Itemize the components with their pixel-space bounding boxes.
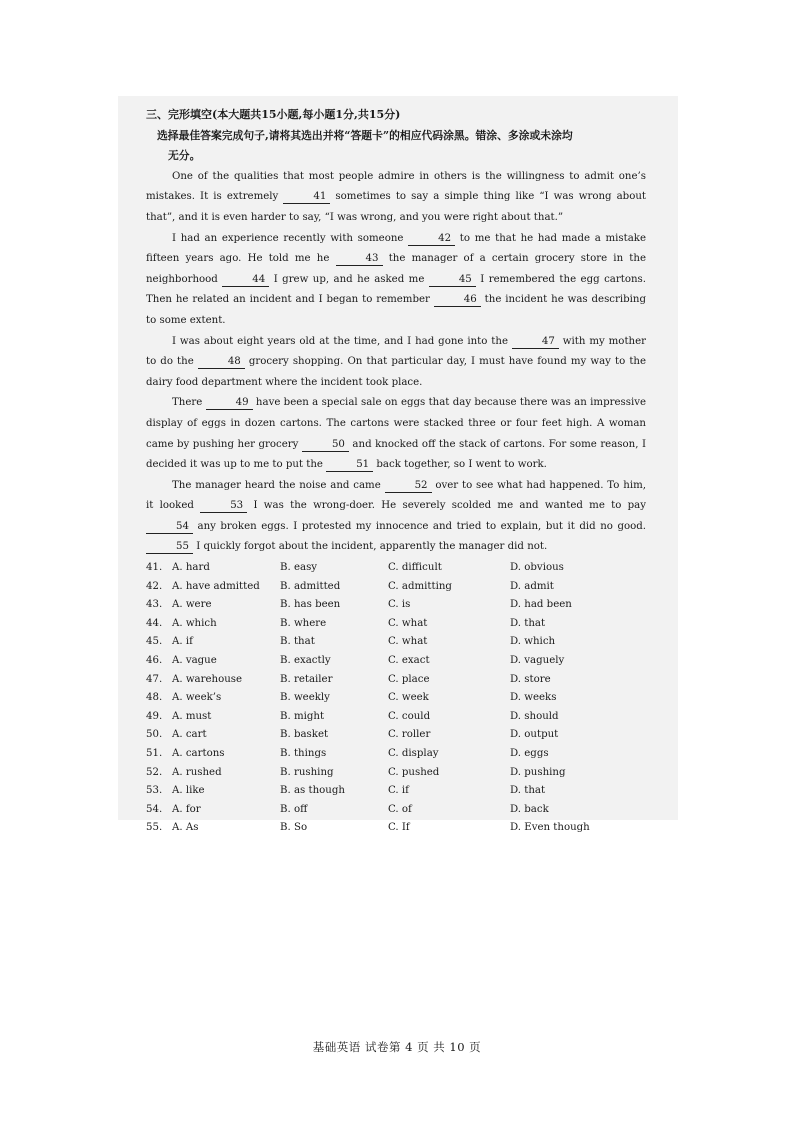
section-instruction-cont: 无分。 (168, 149, 201, 163)
option-b: B. retailer (280, 673, 333, 685)
section-heading: 三、完形填空(本大题共15小题,每小题1分,共15分) (146, 108, 401, 121)
option-a: A. As (172, 822, 199, 834)
question-number: 42. (146, 580, 163, 592)
page-footer: 基础英语 试卷第 4 页 共 10 页 (312, 1040, 482, 1054)
option-d: D. store (510, 673, 551, 685)
question-number: 52. (146, 766, 163, 778)
option-b: B. exactly (280, 655, 331, 667)
option-c: C. if (388, 785, 409, 797)
option-d: D. output (510, 729, 559, 741)
passage-text: the incident he was describing to some extent. (146, 294, 647, 326)
option-a: A. have admitted (172, 580, 260, 592)
option-row (146, 578, 646, 597)
option-row (146, 596, 646, 615)
option-b: B. basket (280, 729, 329, 741)
option-a: A. which (172, 617, 217, 629)
option-row (146, 801, 646, 820)
option-c: C. display (388, 748, 439, 759)
option-b: B. that (280, 636, 315, 648)
passage-text: any broken eggs. I protested my innocence and tried to explain, but it did no good. (192, 520, 646, 532)
option-row (146, 652, 646, 671)
option-a: A. if (172, 636, 193, 648)
question-number: 43. (146, 599, 163, 611)
option-a: A. rushed (172, 766, 222, 778)
cloze-section (146, 105, 646, 838)
option-d: D. that (510, 785, 546, 797)
option-c: C. exact (388, 655, 430, 667)
option-row (146, 615, 646, 634)
option-a: A. vague (172, 655, 217, 667)
question-number: 44. (146, 617, 163, 629)
question-number: 47. (146, 673, 163, 685)
option-a: A. cartons (172, 748, 225, 759)
blank-55: 55 (146, 540, 193, 554)
option-row (146, 745, 646, 764)
blank-52: 52 (385, 479, 432, 493)
option-c: C. difficult (388, 562, 442, 574)
option-c: C. could (388, 710, 431, 722)
option-b: B. off (280, 803, 308, 815)
option-row (146, 633, 646, 652)
passage-text: The manager heard the noise and came (172, 479, 385, 491)
blank-44: 44 (222, 273, 269, 287)
option-c: C. week (388, 692, 429, 704)
option-row (146, 782, 646, 801)
passage-text: There (172, 397, 206, 409)
option-b: B. weekly (280, 692, 330, 704)
blank-53: 53 (200, 499, 247, 513)
passage-text: I quickly forgot about the incident, apparently the manager did not. (192, 541, 548, 553)
blank-51: 51 (326, 458, 373, 472)
passage-text: One of the qualities that most people admire in others is the willingness to admit one’s mistakes. It is extremely (146, 170, 646, 203)
option-d: D. should (510, 710, 559, 722)
option-d: D. Even though (510, 822, 590, 834)
question-number: 50. (146, 729, 163, 741)
option-row (146, 819, 646, 838)
option-d: D. pushing (510, 766, 566, 778)
passage-text: I grew up, and he asked me (269, 273, 429, 285)
question-number: 49. (146, 710, 163, 722)
question-number: 48. (146, 692, 163, 704)
option-a: A. like (172, 785, 205, 797)
option-d: D. back (510, 803, 549, 815)
option-c: C. is (388, 599, 411, 611)
blank-49: 49 (206, 396, 253, 410)
blank-48: 48 (198, 355, 245, 369)
blank-45: 45 (429, 273, 476, 287)
blank-54: 54 (146, 520, 193, 534)
option-c: C. admitting (388, 580, 452, 592)
blank-41: 41 (283, 190, 330, 204)
option-row (146, 708, 646, 727)
blank-50: 50 (302, 438, 349, 452)
question-number: 51. (146, 748, 163, 759)
option-d: D. weeks (510, 692, 557, 704)
option-a: A. cart (172, 729, 207, 741)
option-b: B. rushing (280, 766, 334, 778)
option-b: B. where (280, 617, 327, 629)
option-d: D. had been (510, 599, 572, 611)
option-row (146, 764, 646, 783)
passage-text: the manager of a certain grocery store in the neighborhood (146, 253, 646, 285)
question-number: 46. (146, 655, 163, 667)
option-c: C. If (388, 822, 410, 834)
passage-text: I was about eight years old at the time, and I had gone into the (172, 335, 512, 347)
passage-text: I was the wrong-doer. He severely scolded me and wanted me to pay (247, 500, 647, 512)
passage-text: sometimes to say a simple thing like “I was wrong about that”, and it is even harder to say, “I was wrong, and you were right about that.” (146, 191, 646, 223)
option-d: D. eggs (510, 748, 549, 759)
option-c: C. what (388, 636, 428, 648)
option-d: D. that (510, 617, 546, 629)
passage-text: I remembered the egg cartons. Then he related an incident and I began to remember (146, 273, 646, 306)
option-b: B. So (280, 822, 308, 834)
option-a: A. for (172, 803, 201, 815)
passage-text: back together, so I went to work. (373, 459, 547, 471)
paragraph-1 (146, 167, 646, 229)
option-row (146, 689, 646, 708)
option-c: C. what (388, 617, 428, 629)
option-d: D. which (510, 636, 556, 648)
question-number: 55. (146, 822, 163, 834)
paragraph-4 (146, 393, 646, 475)
question-number: 53. (146, 785, 163, 797)
option-b: B. things (280, 748, 327, 759)
option-row (146, 726, 646, 745)
option-row (146, 671, 646, 690)
option-b: B. has been (280, 599, 341, 611)
option-d: D. vaguely (510, 655, 565, 667)
option-row (146, 559, 646, 578)
option-b: B. might (280, 710, 325, 722)
passage-text: have been a special sale on eggs that day because there was an impressive display of eggs in dozen cartons. The cartons were stacked three or four feet high. A woman came by pushing her grocery (146, 397, 646, 450)
option-a: A. must (172, 710, 212, 722)
passage-text: and knocked off the stack of cartons. For some reason, I decided it was up to me to put the (146, 438, 646, 471)
paragraph-5 (146, 476, 646, 558)
option-c: C. roller (388, 729, 431, 741)
option-d: D. obvious (510, 562, 564, 574)
section-instruction: 选择最佳答案完成句子,请将其选出并将“答题卡”的相应代码涂黑。错涂、多涂或未涂均 (157, 128, 573, 142)
option-c: C. pushed (388, 766, 440, 778)
passage-text: over to see what had happened. To him, it looked (146, 479, 646, 512)
option-b: B. as though (280, 785, 345, 797)
option-a: A. hard (172, 562, 210, 574)
option-b: B. admitted (280, 580, 341, 592)
question-number: 54. (146, 803, 163, 815)
passage-text: to me that he had made a mistake fifteen years ago. He told me he (146, 232, 646, 265)
option-b: B. easy (280, 562, 318, 574)
blank-46: 46 (434, 293, 481, 307)
question-number: 45. (146, 636, 163, 648)
option-c: C. place (388, 673, 430, 685)
answer-options (146, 559, 646, 838)
blank-47: 47 (512, 335, 559, 349)
passage-text: grocery shopping. On that particular day, I must have found my way to the dairy food department where the incident took place. (146, 356, 646, 388)
blank-42: 42 (408, 232, 455, 246)
question-number: 41. (146, 562, 163, 574)
option-c: C. of (388, 803, 412, 815)
paragraph-3 (146, 332, 646, 394)
option-a: A. warehouse (172, 673, 243, 685)
option-a: A. week’s (172, 692, 222, 704)
passage-text: I had an experience recently with someone (172, 232, 409, 244)
paragraph-2 (146, 229, 646, 332)
passage-text: with my mother to do the (146, 335, 646, 368)
option-a: A. were (172, 599, 212, 611)
option-d: D. admit (510, 580, 554, 592)
blank-43: 43 (336, 252, 383, 266)
